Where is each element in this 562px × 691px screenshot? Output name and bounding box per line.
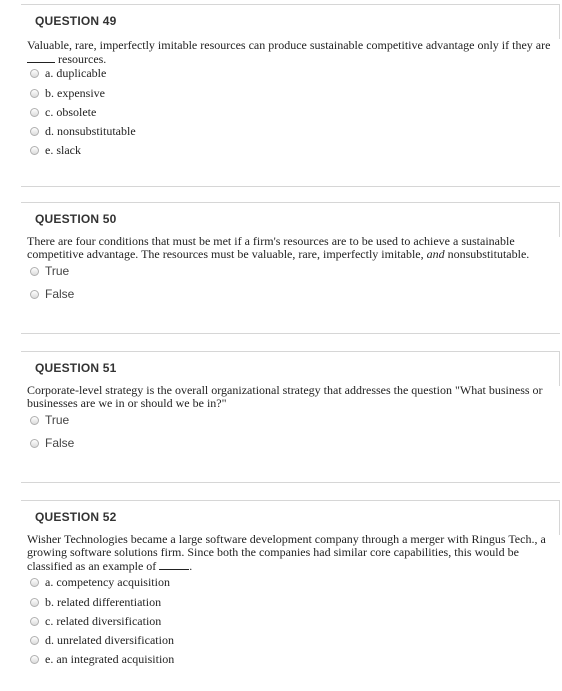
q49-option-a[interactable]: a. duplicable xyxy=(30,65,106,81)
question-51-title: QUESTION 51 xyxy=(35,361,117,375)
question-50-header xyxy=(21,202,560,237)
radio-button[interactable] xyxy=(30,578,39,587)
q49-option-c[interactable]: c. obsolete xyxy=(30,104,96,120)
q49-option-d[interactable]: d. nonsubstitutable xyxy=(30,123,136,139)
radio-button[interactable] xyxy=(30,636,39,645)
radio-button[interactable] xyxy=(30,598,39,607)
radio-button[interactable] xyxy=(30,439,39,448)
q52-option-d[interactable]: d. unrelated diversification xyxy=(30,632,174,648)
divider xyxy=(21,482,560,483)
q50-option-false[interactable]: False xyxy=(30,286,74,302)
divider xyxy=(21,333,560,334)
question-50-text: There are four conditions that must be met if a firm's resources are to be used to achieve a sustainable competitive advantage. The resources must be valuable, rare, imperfectly imitable, and nonsubstitutable. xyxy=(27,234,530,261)
radio-button[interactable] xyxy=(30,290,39,299)
question-52-text: Wisher Technologies became a large software development company through a merger with Ringus Tech., a growing software solutions firm. Since both the companies had similar core capabilities, this would be classified as an example of . xyxy=(27,532,546,573)
radio-button[interactable] xyxy=(30,146,39,155)
q49-option-e[interactable]: e. slack xyxy=(30,142,81,158)
q51-option-true[interactable]: True xyxy=(30,412,69,428)
divider xyxy=(21,186,560,187)
radio-button[interactable] xyxy=(30,69,39,78)
question-52-header xyxy=(21,500,560,535)
radio-button[interactable] xyxy=(30,416,39,425)
radio-button[interactable] xyxy=(30,617,39,626)
question-49-text: Valuable, rare, imperfectly imitable resources can produce sustainable competitive advantage only if they are resources. xyxy=(27,38,551,66)
answer-blank xyxy=(159,559,189,570)
radio-button[interactable] xyxy=(30,127,39,136)
question-49-title: QUESTION 49 xyxy=(35,14,117,28)
question-51-text: Corporate-level strategy is the overall organizational strategy that addresses the question "What business or businesses are we in or should we be in?" xyxy=(27,383,543,410)
question-52-title: QUESTION 52 xyxy=(35,510,117,524)
q50-option-true[interactable]: True xyxy=(30,263,69,279)
radio-button[interactable] xyxy=(30,108,39,117)
q52-option-e[interactable]: e. an integrated acquisition xyxy=(30,651,174,667)
answer-blank xyxy=(27,52,55,63)
q52-option-a[interactable]: a. competency acquisition xyxy=(30,574,170,590)
radio-button[interactable] xyxy=(30,267,39,276)
q52-option-c[interactable]: c. related diversification xyxy=(30,613,161,629)
question-49-header xyxy=(21,4,560,39)
radio-button[interactable] xyxy=(30,655,39,664)
q51-option-false[interactable]: False xyxy=(30,435,74,451)
radio-button[interactable] xyxy=(30,89,39,98)
q49-option-b[interactable]: b. expensive xyxy=(30,85,105,101)
question-51-header xyxy=(21,351,560,386)
question-50-title: QUESTION 50 xyxy=(35,212,117,226)
q52-option-b[interactable]: b. related differentiation xyxy=(30,594,161,610)
